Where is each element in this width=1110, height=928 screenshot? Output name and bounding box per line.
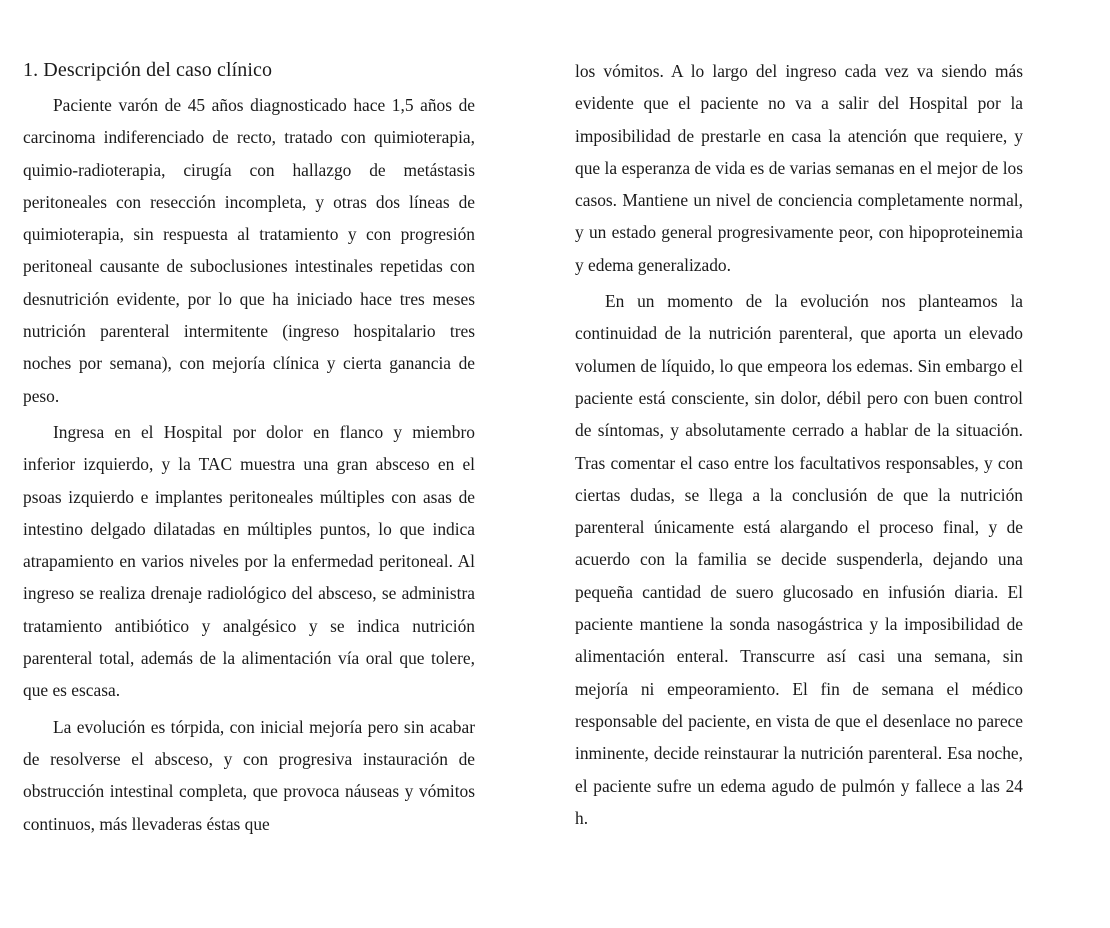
left-column: [23, 55, 475, 844]
section-heading: 1. Descripción del caso clínico: [23, 59, 273, 81]
paragraph-parenteral-decision: En un momento de la evolución nos planteamos la continuidad de la nutrición parenteral, que aporta un elevado volumen de líquido, lo que empeora los edemas. Sin embargo el paciente está consciente, sin dolor, débil pero con buen control de síntomas, y absolutamente cerrado a hablar de la situación. Tras comentar el caso entre los facultativos responsables, y con ciertas dudas, se llega a la conclusión de que la nutrición parenteral únicamente está alargando el proceso final, y de acuerdo con la familia se decide suspenderla, dejando una pequeña cantidad de suero glucosado en infusión diaria. El paciente mantiene la sonda nasogástrica y la imposibilidad de alimentación enteral. Transcurre así casi una semana, sin mejoría ni empeoramiento. El fin de semana el médico responsable del paciente, en vista de que el desenlace no parece inminente, decide reinstaurar la nutrición parenteral. Esa noche, el paciente sufre un edema agudo de pulmón y fallece a las 24 h.: [575, 291, 1023, 828]
paragraph-admission: Ingresa en el Hospital por dolor en flanco y miembro inferior izquierdo, y la TAC muestra una gran absceso en el psoas izquierdo e implantes peritoneales múltiples con asas de intestino delgado dilatadas en múltiples puntos, lo que indica atrapamiento en varios niveles por la enfermedad peritoneal. Al ingreso se realiza drenaje radiológico del absceso, se administra tratamiento antibiótico y analgésico y se indica nutrición parenteral total, además de la alimentación vía oral que tolere, que es escasa.: [23, 421, 475, 701]
right-column: [575, 55, 1023, 838]
paragraph-evolution-continued: los vómitos. A lo largo del ingreso cada vez va siendo más evidente que el paciente no va a salir del Hospital por la imposibilidad de prestarle en casa la atención que requiere, y que la esperanza de vida es de varias semanas en el mejor de los casos. Mantiene un nivel de conciencia completamente normal, y un estado general progresivamente peor, con hipoproteinemia y edema generalizado.: [575, 61, 1023, 275]
paragraph-patient-history: Paciente varón de 45 años diagnosticado hace 1,5 años de carcinoma indiferenciado de recto, tratado con quimioterapia, quimio-radioterapia, cirugía con hallazgo de metástasis peritoneales con resección incompleta, y otras dos líneas de quimioterapia, sin respuesta al tratamiento y con progresión peritoneal causante de suboclusiones intestinales repetidas con desnutrición evidente, por lo que ha iniciado hace tres meses nutrición parenteral intermitente (ingreso hospitalario tres noches por semana), con mejoría clínica y cierta ganancia de peso.: [23, 95, 475, 406]
paragraph-evolution: La evolución es tórpida, con inicial mejoría pero sin acabar de resolverse el absceso, y con progresiva instauración de obstrucción intestinal completa, que provoca náuseas y vómitos continuos, más llevaderas éstas que: [23, 716, 475, 834]
